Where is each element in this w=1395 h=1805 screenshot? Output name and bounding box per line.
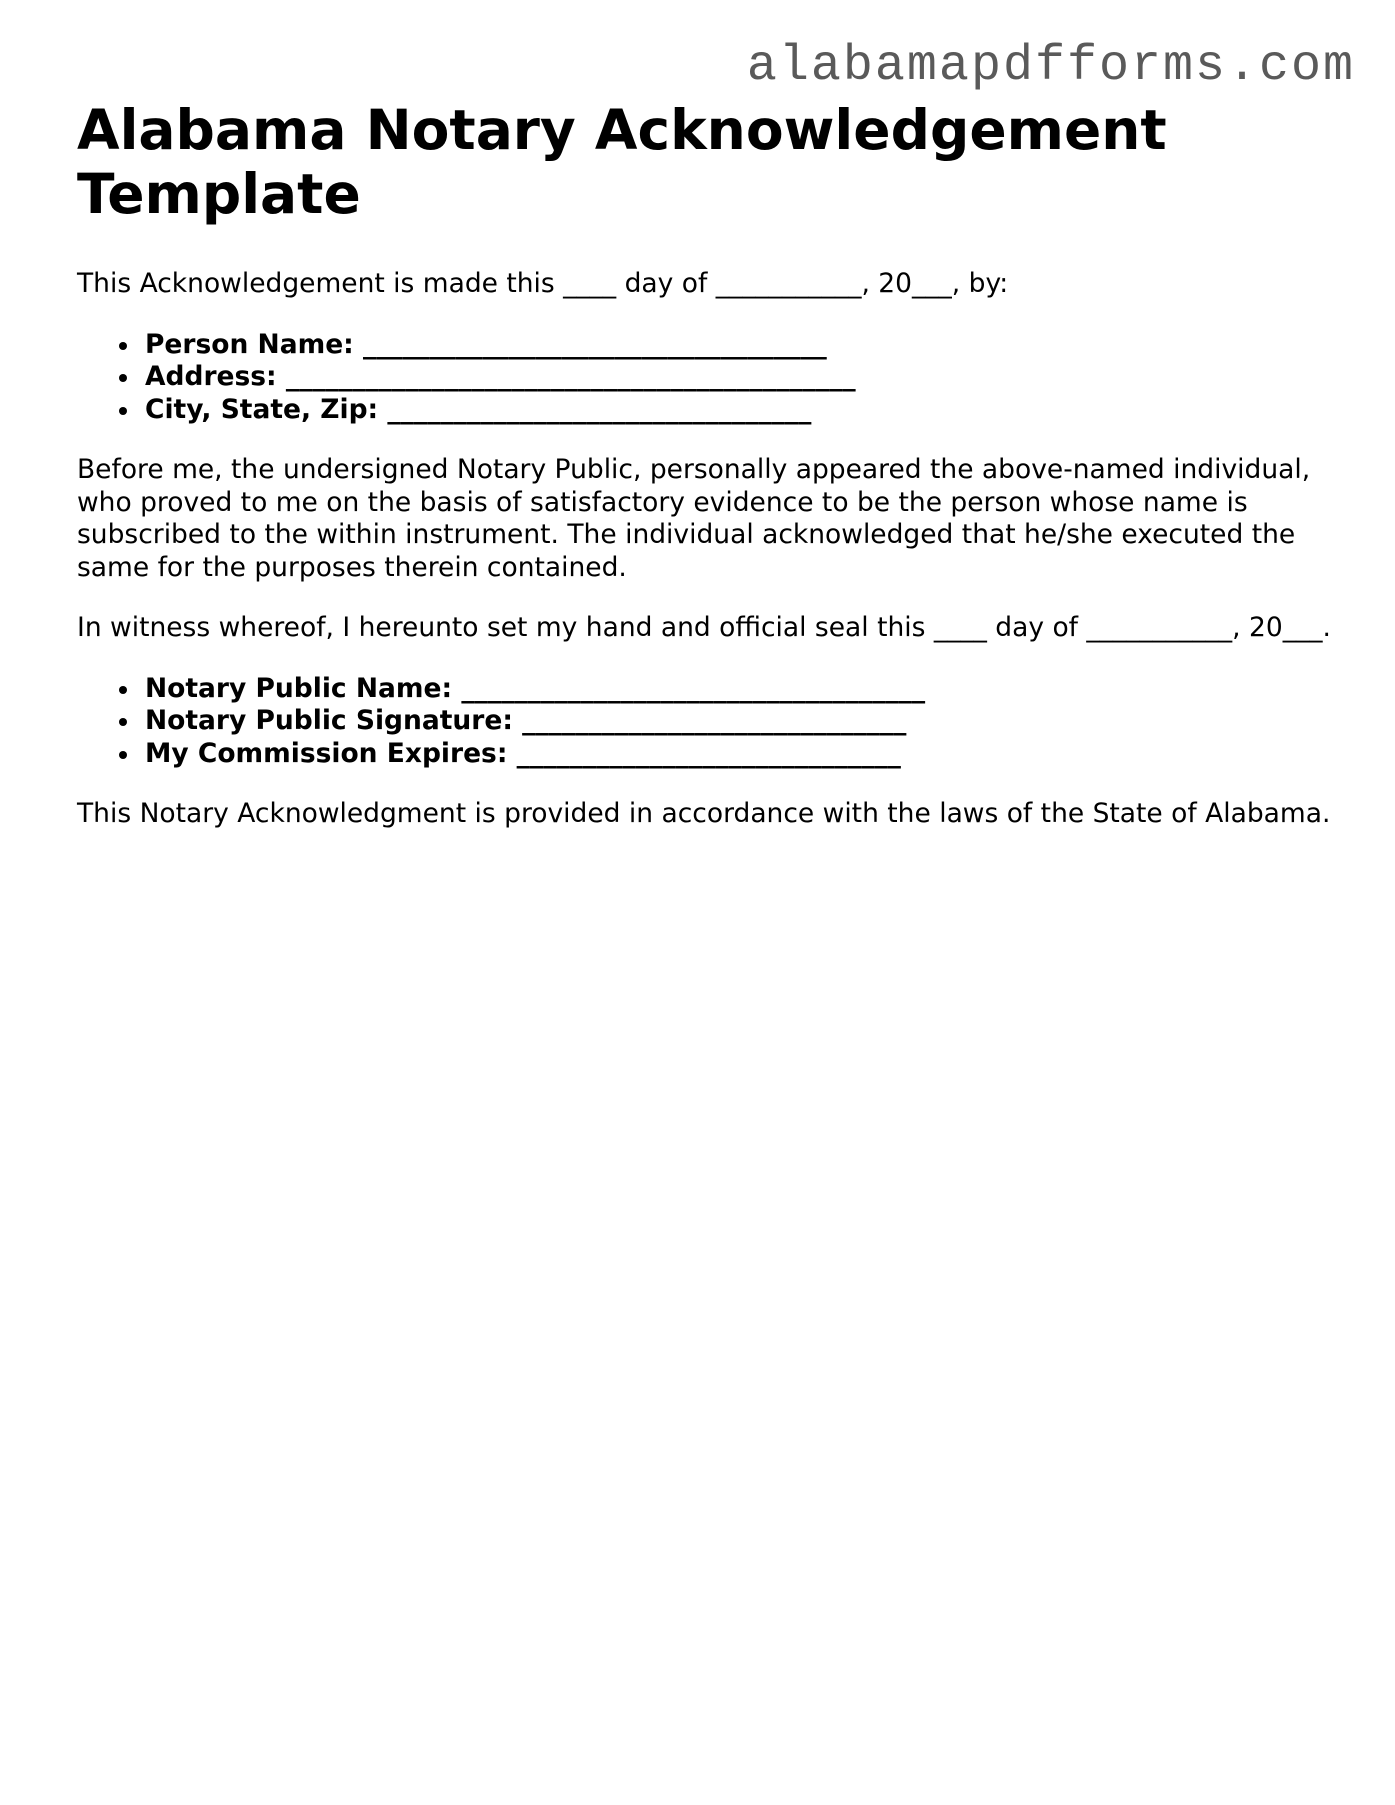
- notary-name-field: Notary Public Name: ___________________________________: [145, 673, 1337, 706]
- witness-paragraph: In witness whereof, I hereunto set my hand and official seal this ____ day of ___________, 20___.: [77, 612, 1331, 643]
- person-name-field: Person Name: ___________________________________: [145, 329, 1337, 362]
- intro-paragraph: This Acknowledgement is made this ____ day of ___________, 20___, by:: [77, 268, 1009, 299]
- acknowledgement-paragraph: Before me, the undersigned Notary Public, personally appeared the above-named individual, who proved to me on the basis of satisfactory evidence to be the person whose name is subscribed to the within instrument. The individual acknowledged that he/she executed the same for the purposes therein contained.: [77, 454, 1311, 583]
- closing-paragraph: This Notary Acknowledgment is provided in accordance with the laws of the State of Alabama.: [77, 798, 1331, 829]
- notary-signature-field: Notary Public Signature: _____________________________: [145, 705, 1337, 738]
- address-field: Address: ___________________________________________: [145, 361, 1337, 394]
- person-fields-list: [77, 329, 1337, 427]
- city-state-zip-field: City, State, Zip: ________________________________: [145, 394, 1337, 427]
- notary-fields-list: [77, 673, 1337, 771]
- document-title: Alabama Notary Acknowledgement Template: [77, 98, 1167, 226]
- site-watermark: alabamapdfforms.com: [746, 38, 1355, 95]
- commission-expires-field: My Commission Expires: _____________________________: [145, 738, 1337, 771]
- document-page: [77, 98, 1337, 831]
